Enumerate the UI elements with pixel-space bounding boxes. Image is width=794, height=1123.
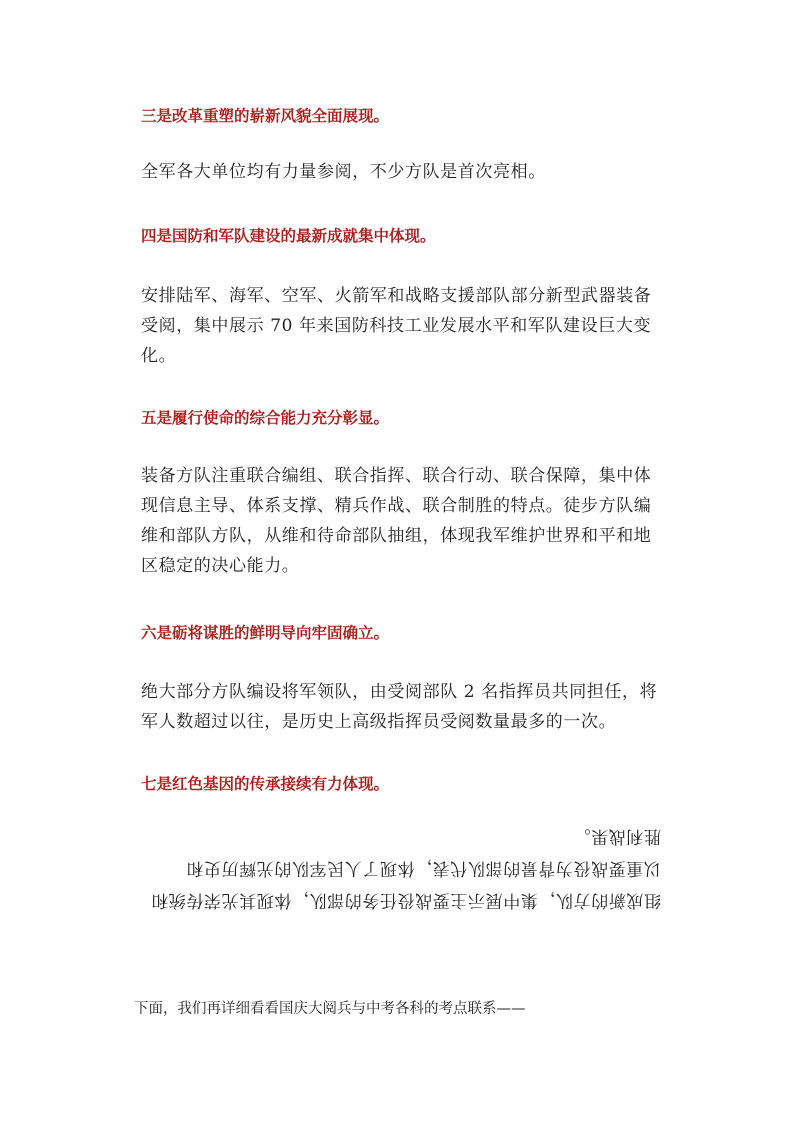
section-heading-3: 三是改革重塑的崭新风貌全面展现。 [141,107,390,125]
section-heading-4: 四是国防和军队建设的最新成就集中体现。 [141,227,436,245]
transition-sentence: 下面，我们再详细看看国庆大阅兵与中考各科的考点联系—— [134,1001,526,1017]
section-heading-7: 七是红色基因的传承接续有力体现。 [141,775,390,793]
paragraph-line: 安排陆军、海军、空军、火箭军和战略支援部队部分新型武器装备 [141,286,652,306]
section-heading-6: 六是砺将谋胜的鲜明导向牢固确立。 [141,624,390,642]
upside-down-paragraph [141,820,661,916]
section-paragraph-6 [141,677,661,737]
paragraph-line: 受阅，集中展示 70 年来国防科技工业发展水平和军队建设巨大变 [141,316,652,336]
paragraph-line: 胜利战果。 [573,826,661,846]
section-paragraph-3 [141,157,661,187]
paragraph-line: 装备方队注重联合编组、联合指挥、联合行动、联合保障，集中体 [141,466,652,486]
paragraph-line: 区稳定的决心能力。 [141,556,300,576]
paragraph-line: 化。 [141,346,177,366]
paragraph-line: 以重要战役为背景的部队代表，体现了人民军队的光辉历史和 [185,858,661,878]
paragraph-line: 组成新的方队，集中展示主要战役任务的部队，体现其光荣传统和 [150,890,661,910]
paragraph-line: 维和部队方队，从维和待命部队抽组，体现我军维护世界和平和地 [141,526,652,546]
paragraph-line: 军人数超过以往，是历史上高级指挥员受阅数量最多的一次。 [141,712,617,732]
paragraph-line: 全军各大单位均有力量参阅，不少方队是首次亮相。 [141,162,546,182]
section-heading-5: 五是履行使命的综合能力充分彰显。 [141,409,390,427]
paragraph-line: 绝大部分方队编设将军领队，由受阅部队 2 名指挥员共同担任，将 [141,682,658,702]
section-paragraph-5 [141,461,661,581]
paragraph-line: 现信息主导、体系支撑、精兵作战、联合制胜的特点。徒步方队编 [141,496,652,516]
section-paragraph-4 [141,281,661,371]
